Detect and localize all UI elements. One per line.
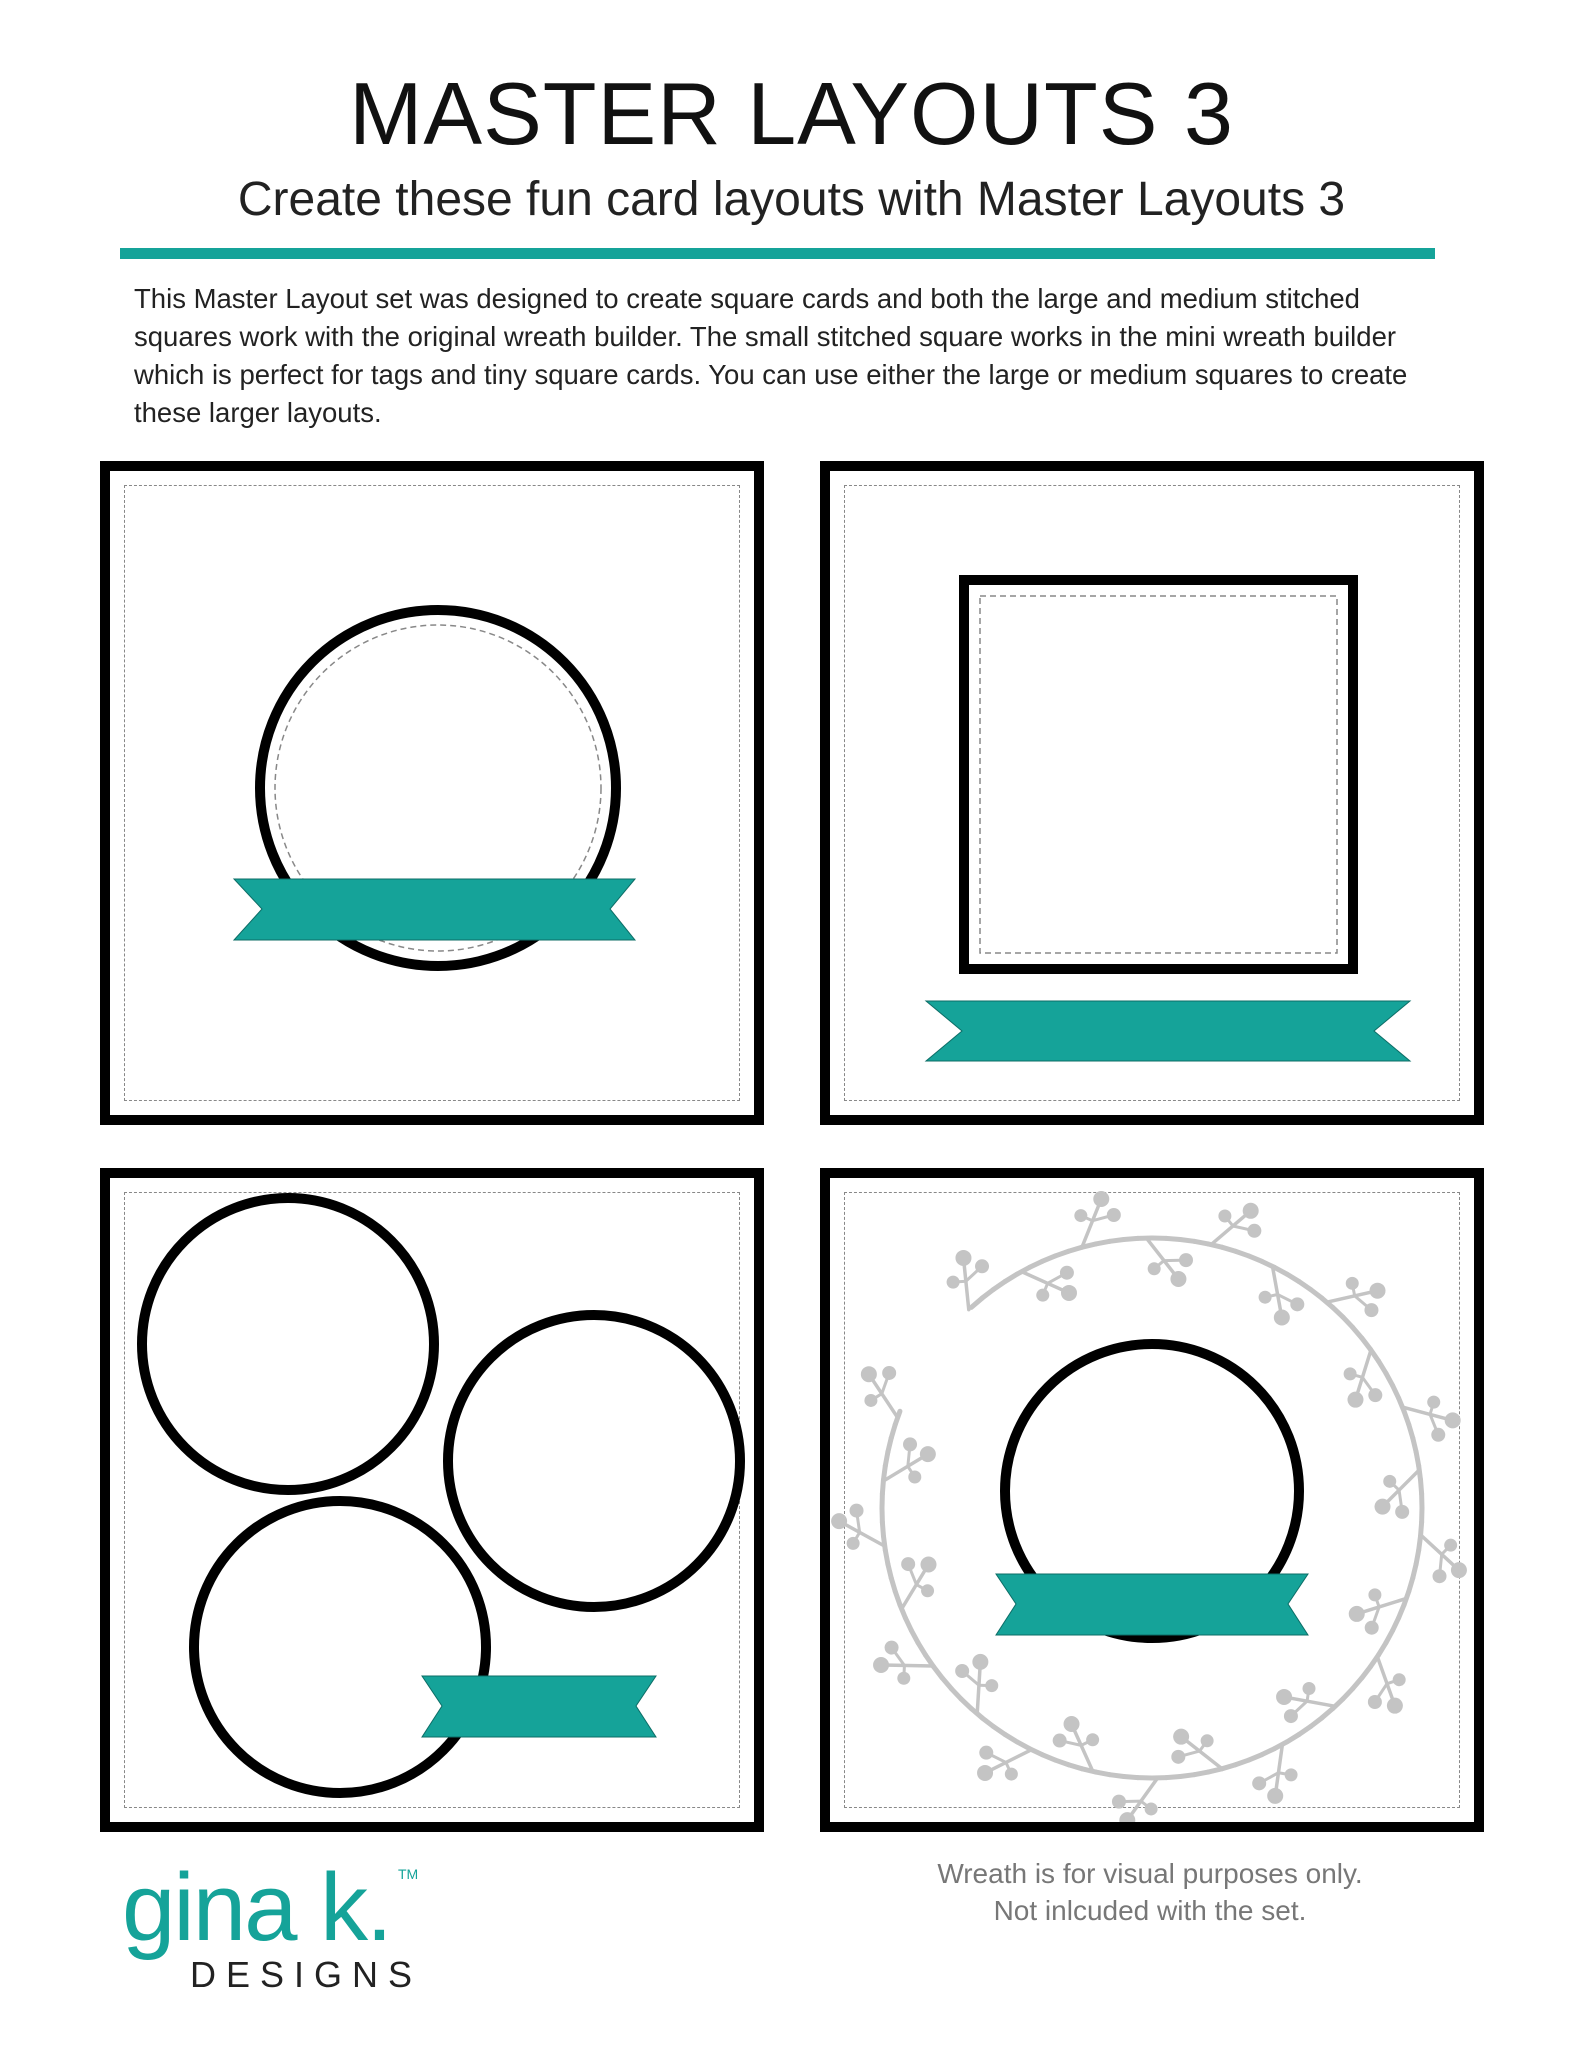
wreath-berry: [1179, 1253, 1193, 1267]
wreath-berry: [1276, 1689, 1292, 1705]
wreath-berry: [1086, 1733, 1099, 1746]
wreath-berry: [1346, 1277, 1359, 1290]
banner: [234, 879, 635, 940]
wreath-berry: [1387, 1698, 1403, 1714]
banner: [926, 1001, 1410, 1061]
wreath-berry: [1431, 1428, 1445, 1442]
wreath-berry: [1368, 1388, 1382, 1402]
wreath-berry: [1395, 1505, 1409, 1519]
wreath-berry: [977, 1765, 993, 1781]
square-frame: [964, 580, 1353, 969]
wreath-berry: [1393, 1673, 1406, 1686]
wreath-berry: [1365, 1621, 1379, 1635]
layout-card-circle-with-banner: [100, 461, 764, 1125]
wreath-berry: [1112, 1795, 1126, 1809]
wreath-berry: [1170, 1271, 1186, 1287]
wreath-berry: [1005, 1768, 1018, 1781]
wreath-disclaimer: [880, 1855, 1420, 1929]
logo-wordmark: gina k.: [122, 1854, 391, 1961]
wreath-berry: [1368, 1588, 1381, 1601]
wreath-berry: [1303, 1682, 1316, 1695]
wreath-berry: [975, 1259, 989, 1273]
wreath-berry: [1433, 1569, 1447, 1583]
wreath-berry: [1252, 1776, 1266, 1790]
disclaimer-line-2: Not inlcuded with the set.: [993, 1895, 1307, 1926]
wreath-berry: [920, 1446, 936, 1462]
wreath-berry: [1368, 1695, 1382, 1709]
wreath-berry: [1173, 1729, 1189, 1745]
wreath-berry: [1427, 1396, 1440, 1409]
wreath-berry: [1060, 1266, 1074, 1280]
wreath-berry: [955, 1250, 971, 1266]
wreath-berry: [1364, 1303, 1378, 1317]
wreath-berry: [972, 1654, 988, 1670]
banner: [422, 1676, 656, 1737]
wreath-berry: [1145, 1802, 1158, 1815]
wreath-berry: [1107, 1208, 1121, 1222]
wreath-berry: [1267, 1788, 1283, 1804]
wreath-berry: [947, 1276, 960, 1289]
wreath-berry: [1243, 1203, 1259, 1219]
wreath-berry: [1451, 1562, 1467, 1578]
trademark-mark: TM: [398, 1866, 419, 1882]
disclaimer-line-1: Wreath is for visual purposes only.: [937, 1858, 1363, 1889]
layout-illustration: [110, 1178, 754, 1822]
page-subtitle: Create these fun card layouts with Master Layouts 3: [237, 173, 1346, 226]
wreath-berry: [1347, 1392, 1363, 1408]
wreath-berry: [1036, 1289, 1049, 1302]
wreath-berry: [1247, 1224, 1261, 1238]
layout-card-three-circles-with-banner: [100, 1168, 764, 1832]
circle-bottom: [194, 1501, 486, 1793]
wreath-berry: [1274, 1310, 1290, 1326]
wreath-berry: [903, 1437, 917, 1451]
wreath-berry: [885, 1641, 899, 1655]
accent-divider: [120, 248, 1435, 259]
wreath-berry: [1074, 1209, 1087, 1222]
wreath-berry: [1093, 1191, 1109, 1207]
wreath-berry: [1375, 1499, 1391, 1515]
wreath-berry: [1218, 1209, 1231, 1222]
wreath-berry: [1349, 1606, 1365, 1622]
wreath-berry: [1370, 1283, 1386, 1299]
layout-card-square-with-banner: [820, 461, 1484, 1125]
wreath-berry: [831, 1513, 847, 1529]
wreath-berry: [897, 1672, 910, 1685]
wreath-berry: [908, 1471, 921, 1484]
wreath-berry: [1259, 1291, 1272, 1304]
wreath-berry: [921, 1584, 934, 1597]
wreath-berry: [882, 1366, 896, 1380]
wreath-berry: [1445, 1412, 1461, 1428]
layout-card-wreath-circle-with-banner: [820, 1168, 1484, 1832]
page-title: MASTER LAYOUTS 3: [349, 64, 1234, 163]
wreath-berry: [1383, 1475, 1396, 1488]
intro-paragraph: This Master Layout set was designed to create square cards and both the large and medium stitched squares work with the original wreath builder. The small stitched square works in the mini wreath builder which is perfect for tags and tiny square cards. You can use either the large or medium squares to create these larger layouts.: [134, 283, 1408, 428]
wreath-berry: [1444, 1539, 1457, 1552]
wreath-berry: [901, 1557, 915, 1571]
wreath-berry: [1171, 1750, 1185, 1764]
wreath-berry: [979, 1746, 993, 1760]
logo-subtitle: DESIGNS: [190, 1954, 423, 1995]
wreath-berry: [861, 1366, 877, 1382]
layout-illustration: [830, 1178, 1474, 1822]
wreath-berry: [1148, 1262, 1161, 1275]
wreath-berry: [850, 1504, 864, 1518]
wreath-berry: [1284, 1709, 1298, 1723]
wreath-berry: [1061, 1285, 1077, 1301]
wreath-berry: [847, 1537, 860, 1550]
circle-right: [448, 1315, 740, 1607]
wreath-berry: [1053, 1734, 1067, 1748]
wreath-berry: [873, 1657, 889, 1673]
banner: [996, 1574, 1308, 1635]
brand-logo: [122, 1854, 452, 2018]
wreath-berry: [1201, 1734, 1214, 1747]
wreath-berry: [864, 1394, 877, 1407]
layout-illustration: [830, 471, 1474, 1115]
wreath-berry: [985, 1679, 998, 1692]
wreath-berry: [1064, 1716, 1080, 1732]
wreath-berry: [921, 1556, 937, 1572]
wreath-berry: [1285, 1768, 1298, 1781]
wreath-berry: [1290, 1297, 1304, 1311]
wreath-berry: [1344, 1367, 1357, 1380]
wreath-berry: [955, 1664, 969, 1678]
layout-illustration: [110, 471, 754, 1115]
circle-top-left: [142, 1198, 434, 1490]
